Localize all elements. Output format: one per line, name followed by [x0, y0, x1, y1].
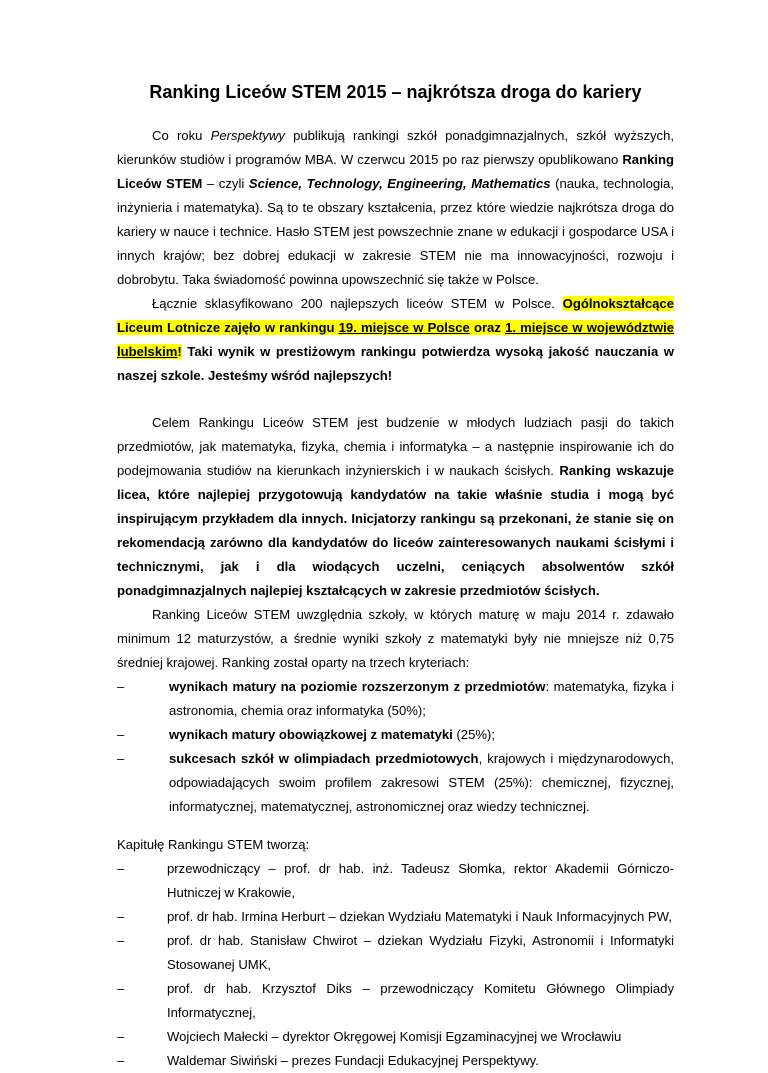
committee-intro: Kapitułę Rankingu STEM tworzą: — [117, 837, 310, 852]
list-item: – wynikach matury obowiązkowej z matematyki (25%); — [117, 727, 495, 742]
goal-bold-text: Ranking wskazuje licea, które najlepiej przygotowują kandydatów na takie właśnie studia i mogą być inspirującym przykładem dla innych. Inicjatorzy rankingu są przekonani, że stanie się on rekomendacją zarówno dla kandydatów do liceów zainteresowanych naukami ścisłymi i technicznymi, jak i dla wiodących uczelni, ceniących absolwentów szkół ponadgimnazjalnych najlepiej kształcących w zakresie przedmiotów ścisłych. — [117, 463, 674, 598]
list-item: – przewodniczący – prof. dr hab. inż. Tadeusz Słomka, rektor Akademii Górniczo-Hutniczej w Krakowie, — [117, 861, 674, 900]
result-summary: Taki wynik w prestiżowym rankingu potwierdza wysoką jakość nauczania w naszej szkole. Jesteśmy wśród najlepszych! — [117, 344, 674, 383]
committee-list — [117, 857, 674, 1073]
school-name-highlight: Ogólnokształcące Liceum Lotnicze zajęło w rankingu 19. miejsce w Polsce oraz 1. miejsce w województwie lubelskim! — [117, 296, 675, 359]
school-result-paragraph: Łącznie sklasyfikowano 200 najlepszych liceów STEM w Polsce. Ogólnokształcące Liceum Lotnicze zajęło w rankingu 19. miejsce w Polsce oraz 1. miejsce w województwie lubelskim! Taki wynik w prestiżowym rankingu potwierdza wysoką jakość nauczania w naszej szkole. Jesteśmy wśród najlepszych! — [117, 296, 675, 383]
list-item: – Wojciech Małecki – dyrektor Okręgowej Komisji Egzaminacyjnej we Wrocławiu — [117, 1029, 622, 1044]
criteria-intro-paragraph: Ranking Liceów STEM uwzględnia szkoły, w których maturę w maju 2014 r. zdawało minimum 12 maturzystów, a średnie wyniki szkoły z matematyki były nie mniejsze niż 0,75 średniej krajowej. Ranking został oparty na trzech kryteriach: — [117, 607, 674, 670]
criteria-list — [117, 675, 674, 819]
perspektywy-name: Perspektywy — [210, 128, 285, 143]
list-item: – prof. dr hab. Irmina Herburt – dziekan Wydziału Matematyki i Nauk Informacyjnych PW, — [117, 909, 672, 924]
list-item: – Waldemar Siwiński – prezes Fundacji Edukacyjnej Perspektywy. — [117, 1053, 539, 1068]
regional-rank: 1. miejsce w województwie lubelskim — [117, 320, 675, 359]
goal-paragraph: Celem Rankingu Liceów STEM jest budzenie w młodych ludziach pasji do takich przedmiotów, jak matematyka, fizyka, chemia i informatyka – a następnie inspirowanie ich do podejmowania studiów na kierunkach inżynierskich i w naukach ścisłych. Ranking wskazuje licea, które najlepiej przygotowują kandydatów na takie właśnie studia i mogą być inspirującym przykładem dla innych. Inicjatorzy rankingu są przekonani, że stanie się on rekomendacją zarówno dla kandydatów do liceów zainteresowanych naukami ścisłymi i technicznymi, jak i dla wiodących uczelni, ceniących absolwentów szkół ponadgimnazjalnych najlepiej kształcących w zakresie przedmiotów ścisłych. — [117, 415, 674, 598]
list-item: – prof. dr hab. Krzysztof Diks – przewodniczący Komitetu Głównego Olimpiady Informatycznej, — [117, 981, 674, 1020]
stem-expansion: Science, Technology, Engineering, Mathematics — [248, 176, 551, 191]
ranking-name: Ranking Liceów STEM — [117, 152, 674, 191]
page-title: Ranking Liceów STEM 2015 – najkrótsza droga do kariery — [149, 82, 642, 102]
list-item: – prof. dr hab. Stanisław Chwirot – dziekan Wydziału Fizyki, Astronomii i Informatyki Stosowanej UMK, — [117, 933, 674, 972]
national-rank: 19. miejsce w Polsce — [338, 320, 470, 335]
intro-paragraph: Co roku Perspektywy publikują rankingi szkół ponadgimnazjalnych, szkół wyższych, kierunków studiów i programów MBA. W czerwcu 2015 po raz pierwszy opublikowano Ranking Liceów STEM – czyli Science, Technology, Engineering, Mathematics (nauka, technologia, inżynieria i matematyka). Są to te obszary kształcenia, przez które wiedzie najkrótsza droga do kariery w nauce i technice. Hasło STEM jest powszechnie znane w edukacji i gospodarce USA i innych krajów; bez dobrej edukacji w zakresie STEM nie ma innowacyjności, rozwoju i dobrobytu. Taka świadomość powinna upowszechnić się także w Polsce. — [117, 128, 674, 287]
list-item: – sukcesach szkół w olimpiadach przedmiotowych, krajowych i międzynarodowych, odpowiadających swoim profilem zakresowi STEM (25%): chemicznej, fizycznej, informatycznej, matematycznej, astronomicznej oraz wiedzy technicznej. — [117, 751, 675, 814]
list-item: – wynikach matury na poziomie rozszerzonym z przedmiotów: matematyka, fizyka i astronomia, chemia oraz informatyka (50%); — [117, 679, 675, 718]
